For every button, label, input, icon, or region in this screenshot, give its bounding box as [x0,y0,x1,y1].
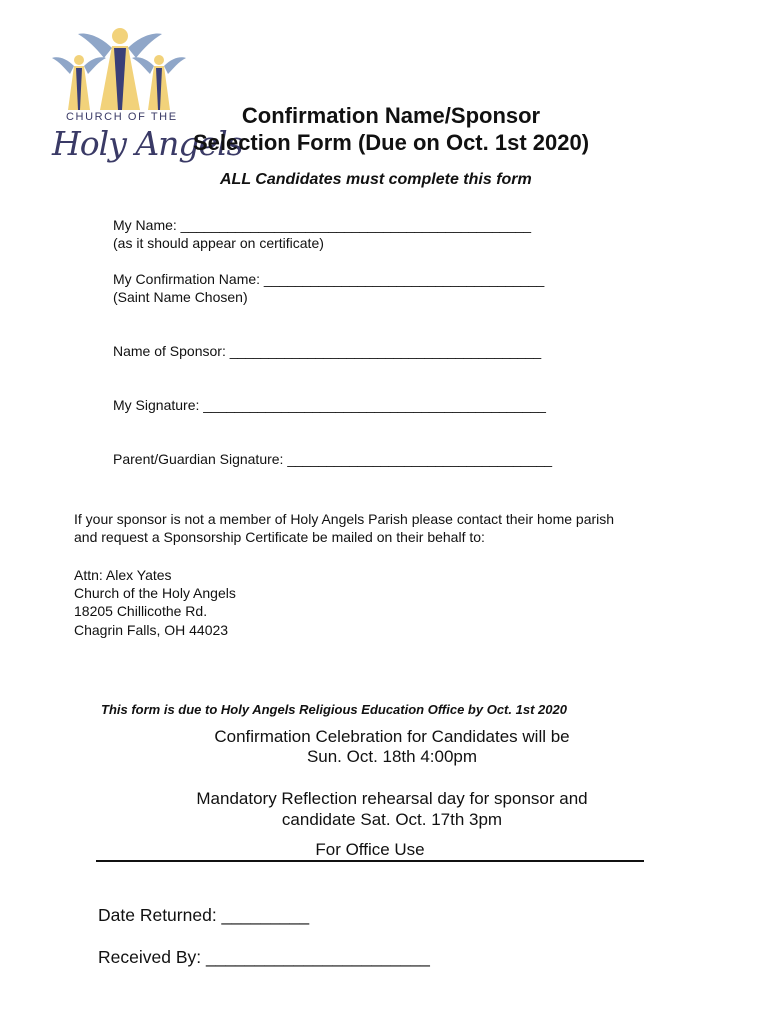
instructions-line-1: If your sponsor is not a member of Holy Angels Parish please contact their home parish [74,511,615,527]
angel-right-wing-left [132,57,154,74]
logo-top-text: CHURCH OF THE [66,111,178,123]
angel-center-head [112,28,128,44]
date-returned-field[interactable]: Date Returned: _________ [98,905,310,925]
angel-right-icon [132,55,186,110]
office-use-divider [96,860,644,862]
angel-right-head [154,55,164,65]
my-signature-field[interactable]: My Signature: ____________________________________________ [113,397,546,413]
due-note: This form is due to Holy Angels Religious Education Office by Oct. 1st 2020 [101,702,567,717]
angel-center-wing-right [128,34,162,58]
angel-left-wing-right [84,57,106,74]
angel-left-wing-left [52,57,74,74]
angel-center-wing-left [78,34,112,58]
address-attn: Attn: Alex Yates [74,567,172,583]
rehearsal-line-2: candidate Sat. Oct. 17th 3pm [281,810,503,829]
rehearsal-line-1: Mandatory Reflection rehearsal day for sponsor and [196,789,588,808]
form-title-line-1: Confirmation Name/Sponsor [241,103,541,128]
celebration-line-2: Sun. Oct. 18th 4:00pm [306,747,478,766]
form-title-line-2: Selection Form (Due on Oct. 1st 2020) [192,130,590,155]
my-name-note: (as it should appear on certificate) [113,235,324,251]
address-name: Church of the Holy Angels [74,585,236,601]
angel-left-icon [52,55,106,110]
confirmation-name-note: (Saint Name Chosen) [113,289,248,305]
received-by-field[interactable]: Received By: _______________________ [98,947,430,967]
logo-script-text: Holy Angels [52,124,243,163]
office-use-heading: For Office Use [315,840,425,859]
my-name-field[interactable]: My Name: _____________________________________________ [113,217,532,233]
sponsor-name-field[interactable]: Name of Sponsor: ________________________________________ [113,343,542,359]
parent-signature-field[interactable]: Parent/Guardian Signature: __________________________________ [113,451,553,467]
angel-right-wing-right [164,57,186,74]
angel-left-head [74,55,84,65]
form-subtitle: ALL Candidates must complete this form [220,171,532,188]
address-street: 18205 Chillicothe Rd. [74,603,208,619]
instructions-line-2: and request a Sponsorship Certificate be mailed on their behalf to: [74,529,485,545]
celebration-line-1: Confirmation Celebration for Candidates will be [214,727,570,746]
confirmation-name-field[interactable]: My Confirmation Name: ____________________________________ [113,271,545,287]
address-city: Chagrin Falls, OH 44023 [74,622,229,638]
